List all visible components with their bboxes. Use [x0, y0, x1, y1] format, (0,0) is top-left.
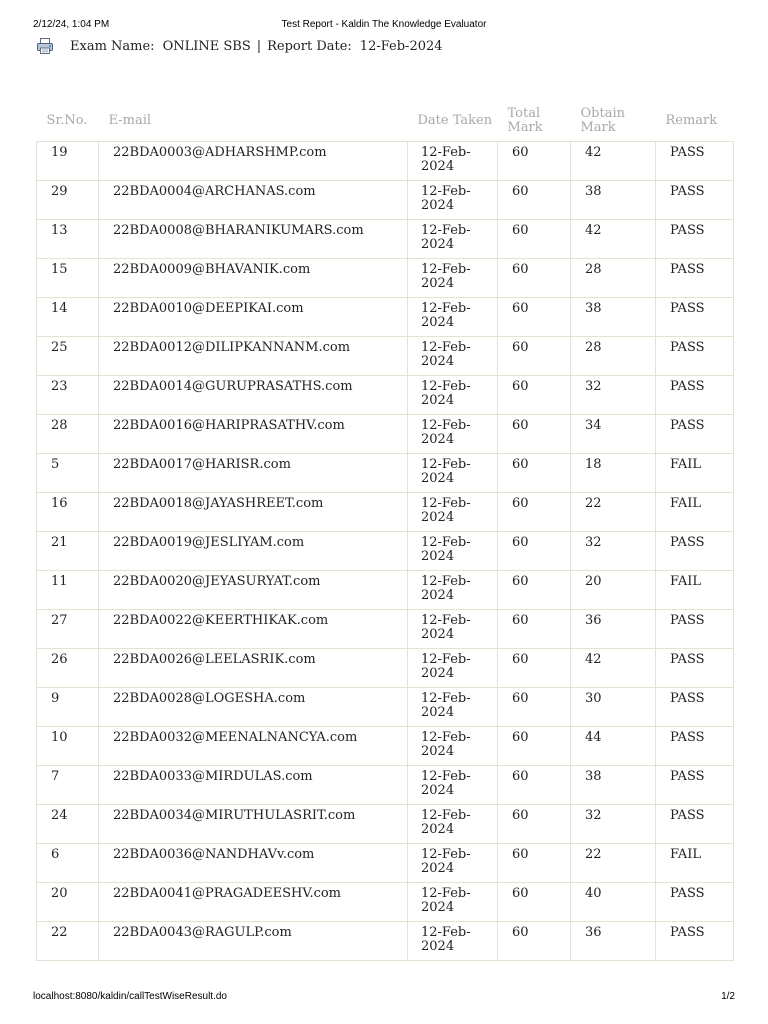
cell-srno: 14	[37, 298, 99, 337]
table-row	[37, 493, 734, 532]
date-line1: 12-Feb-	[421, 301, 471, 316]
cell-total-mark: 60	[498, 532, 571, 571]
cell-srno: 16	[37, 493, 99, 532]
date-line2: 2024	[421, 471, 455, 486]
date-line2: 2024	[421, 549, 455, 564]
cell-date-taken	[408, 766, 498, 805]
cell-remark: PASS	[656, 805, 734, 844]
cell-email: 22BDA0009@BHAVANIK.com	[99, 259, 408, 298]
cell-email: 22BDA0022@KEERTHIKAK.com	[99, 610, 408, 649]
cell-remark: PASS	[656, 181, 734, 220]
cell-obtain-mark: 28	[571, 337, 656, 376]
cell-remark: PASS	[656, 649, 734, 688]
cell-email: 22BDA0026@LEELASRIK.com	[99, 649, 408, 688]
cell-srno: 22	[37, 922, 99, 961]
cell-total-mark: 60	[498, 571, 571, 610]
date-line1: 12-Feb-	[421, 730, 471, 745]
header-srno: Sr.No.	[46, 113, 88, 128]
cell-obtain-mark: 32	[571, 532, 656, 571]
cell-email: 22BDA0017@HARISR.com	[99, 454, 408, 493]
date-line2: 2024	[421, 393, 455, 408]
print-footer	[33, 991, 735, 1005]
cell-email: 22BDA0016@HARIPRASATHV.com	[99, 415, 408, 454]
cell-total-mark: 60	[498, 493, 571, 532]
date-line2: 2024	[421, 432, 455, 447]
table-row	[37, 727, 734, 766]
table-row	[37, 454, 734, 493]
cell-remark: PASS	[656, 766, 734, 805]
cell-email: 22BDA0032@MEENALNANCYA.com	[99, 727, 408, 766]
cell-obtain-mark: 22	[571, 844, 656, 883]
date-line2: 2024	[421, 159, 455, 174]
date-line1: 12-Feb-	[421, 496, 471, 511]
cell-total-mark: 60	[498, 454, 571, 493]
cell-email: 22BDA0008@BHARANIKUMARS.com	[99, 220, 408, 259]
print-header	[33, 19, 735, 33]
cell-date-taken	[408, 649, 498, 688]
cell-total-mark: 60	[498, 805, 571, 844]
cell-date-taken	[408, 610, 498, 649]
cell-email: 22BDA0028@LOGESHA.com	[99, 688, 408, 727]
printer-icon[interactable]	[36, 37, 54, 55]
cell-srno: 19	[37, 142, 99, 181]
cell-remark: PASS	[656, 883, 734, 922]
table-row	[37, 298, 734, 337]
cell-obtain-mark: 44	[571, 727, 656, 766]
cell-total-mark: 60	[498, 181, 571, 220]
cell-total-mark: 60	[498, 610, 571, 649]
cell-email: 22BDA0041@PRAGADEESHV.com	[99, 883, 408, 922]
table-row	[37, 532, 734, 571]
cell-remark: PASS	[656, 610, 734, 649]
date-line1: 12-Feb-	[421, 223, 471, 238]
cell-srno: 9	[37, 688, 99, 727]
cell-srno: 24	[37, 805, 99, 844]
cell-total-mark: 60	[498, 337, 571, 376]
report-date-value: 12-Feb-2024	[359, 38, 443, 54]
date-line2: 2024	[421, 510, 455, 525]
table-row	[37, 220, 734, 259]
cell-email: 22BDA0010@DEEPIKAI.com	[99, 298, 408, 337]
cell-obtain-mark: 30	[571, 688, 656, 727]
cell-total-mark: 60	[498, 220, 571, 259]
header-remark: Remark	[665, 113, 718, 128]
cell-srno: 21	[37, 532, 99, 571]
report-date-label: Report Date:	[267, 38, 352, 54]
cell-email: 22BDA0004@ARCHANAS.com	[99, 181, 408, 220]
cell-email: 22BDA0003@ADHARSHMP.com	[99, 142, 408, 181]
table-row	[37, 844, 734, 883]
cell-email: 22BDA0014@GURUPRASATHS.com	[99, 376, 408, 415]
date-line1: 12-Feb-	[421, 613, 471, 628]
cell-remark: PASS	[656, 337, 734, 376]
cell-obtain-mark: 42	[571, 649, 656, 688]
cell-remark: FAIL	[656, 844, 734, 883]
cell-obtain-mark: 36	[571, 610, 656, 649]
print-page-number: 1/2	[721, 991, 735, 1002]
cell-srno: 23	[37, 376, 99, 415]
cell-srno: 27	[37, 610, 99, 649]
cell-total-mark: 60	[498, 415, 571, 454]
date-line2: 2024	[421, 276, 455, 291]
cell-remark: PASS	[656, 922, 734, 961]
cell-remark: PASS	[656, 688, 734, 727]
cell-remark: PASS	[656, 298, 734, 337]
cell-srno: 20	[37, 883, 99, 922]
cell-obtain-mark: 42	[571, 220, 656, 259]
date-line2: 2024	[421, 900, 455, 915]
cell-remark: FAIL	[656, 493, 734, 532]
cell-email: 22BDA0019@JESLIYAM.com	[99, 532, 408, 571]
cell-srno: 7	[37, 766, 99, 805]
cell-email: 22BDA0018@JAYASHREET.com	[99, 493, 408, 532]
header-total-mark-line2: Mark	[507, 120, 543, 135]
cell-srno: 11	[37, 571, 99, 610]
date-line2: 2024	[421, 315, 455, 330]
cell-date-taken	[408, 415, 498, 454]
cell-remark: PASS	[656, 220, 734, 259]
cell-remark: PASS	[656, 376, 734, 415]
cell-total-mark: 60	[498, 727, 571, 766]
header-date-taken: Date Taken	[417, 113, 493, 128]
date-line1: 12-Feb-	[421, 925, 471, 940]
table-row	[37, 922, 734, 961]
cell-email: 22BDA0034@MIRUTHULASRIT.com	[99, 805, 408, 844]
date-line2: 2024	[421, 861, 455, 876]
cell-srno: 26	[37, 649, 99, 688]
cell-total-mark: 60	[498, 766, 571, 805]
cell-obtain-mark: 38	[571, 298, 656, 337]
date-line1: 12-Feb-	[421, 769, 471, 784]
cell-remark: PASS	[656, 259, 734, 298]
table-row	[37, 805, 734, 844]
cell-email: 22BDA0043@RAGULP.com	[99, 922, 408, 961]
cell-srno: 6	[37, 844, 99, 883]
date-line2: 2024	[421, 705, 455, 720]
cell-date-taken	[408, 493, 498, 532]
cell-remark: PASS	[656, 532, 734, 571]
cell-date-taken	[408, 259, 498, 298]
cell-srno: 10	[37, 727, 99, 766]
cell-total-mark: 60	[498, 259, 571, 298]
cell-date-taken	[408, 571, 498, 610]
table-row	[37, 649, 734, 688]
print-footer-url: localhost:8080/kaldin/callTestWiseResult.do	[33, 991, 227, 1002]
cell-email: 22BDA0036@NANDHAVv.com	[99, 844, 408, 883]
cell-total-mark: 60	[498, 142, 571, 181]
date-line2: 2024	[421, 783, 455, 798]
cell-obtain-mark: 34	[571, 415, 656, 454]
date-line2: 2024	[421, 822, 455, 837]
cell-email: 22BDA0012@DILIPKANNANM.com	[99, 337, 408, 376]
table-row	[37, 259, 734, 298]
cell-remark: FAIL	[656, 454, 734, 493]
cell-srno: 28	[37, 415, 99, 454]
print-page-title: Test Report - Kaldin The Knowledge Evaluator	[281, 19, 487, 30]
cell-obtain-mark: 40	[571, 883, 656, 922]
cell-obtain-mark: 38	[571, 181, 656, 220]
cell-total-mark: 60	[498, 688, 571, 727]
table-row	[37, 688, 734, 727]
result-table	[36, 101, 734, 961]
cell-date-taken	[408, 220, 498, 259]
cell-obtain-mark: 18	[571, 454, 656, 493]
exam-name-label: Exam Name:	[70, 38, 155, 54]
cell-date-taken	[408, 142, 498, 181]
header-obtain-mark-line1: Obtain	[580, 106, 625, 121]
cell-date-taken	[408, 181, 498, 220]
cell-remark: PASS	[656, 415, 734, 454]
date-line1: 12-Feb-	[421, 145, 471, 160]
date-line2: 2024	[421, 666, 455, 681]
cell-obtain-mark: 32	[571, 376, 656, 415]
table-header-row	[37, 101, 734, 142]
header-total-mark	[498, 101, 571, 142]
cell-email: 22BDA0033@MIRDULAS.com	[99, 766, 408, 805]
table-row	[37, 415, 734, 454]
cell-obtain-mark: 36	[571, 922, 656, 961]
cell-srno: 15	[37, 259, 99, 298]
date-line1: 12-Feb-	[421, 652, 471, 667]
cell-obtain-mark: 32	[571, 805, 656, 844]
cell-total-mark: 60	[498, 298, 571, 337]
exam-info-bar	[36, 35, 443, 57]
cell-total-mark: 60	[498, 922, 571, 961]
table-row	[37, 610, 734, 649]
cell-srno: 29	[37, 181, 99, 220]
cell-srno: 5	[37, 454, 99, 493]
cell-date-taken	[408, 298, 498, 337]
cell-date-taken	[408, 337, 498, 376]
cell-total-mark: 60	[498, 376, 571, 415]
cell-obtain-mark: 20	[571, 571, 656, 610]
cell-obtain-mark: 38	[571, 766, 656, 805]
date-line1: 12-Feb-	[421, 574, 471, 589]
date-line1: 12-Feb-	[421, 379, 471, 394]
date-line1: 12-Feb-	[421, 262, 471, 277]
cell-srno: 13	[37, 220, 99, 259]
table-row	[37, 337, 734, 376]
date-line1: 12-Feb-	[421, 184, 471, 199]
date-line1: 12-Feb-	[421, 691, 471, 706]
cell-date-taken	[408, 922, 498, 961]
header-obtain-mark-line2: Mark	[580, 120, 616, 135]
date-line1: 12-Feb-	[421, 808, 471, 823]
cell-date-taken	[408, 844, 498, 883]
header-email: E-mail	[108, 113, 152, 128]
table-row	[37, 142, 734, 181]
header-obtain-mark	[571, 101, 656, 142]
date-line1: 12-Feb-	[421, 457, 471, 472]
cell-date-taken	[408, 688, 498, 727]
table-row	[37, 181, 734, 220]
cell-date-taken	[408, 376, 498, 415]
table-row	[37, 376, 734, 415]
cell-date-taken	[408, 805, 498, 844]
cell-obtain-mark: 28	[571, 259, 656, 298]
cell-remark: PASS	[656, 727, 734, 766]
cell-obtain-mark: 42	[571, 142, 656, 181]
date-line1: 12-Feb-	[421, 340, 471, 355]
exam-separator: |	[256, 38, 262, 54]
cell-email: 22BDA0020@JEYASURYAT.com	[99, 571, 408, 610]
date-line2: 2024	[421, 588, 455, 603]
date-line1: 12-Feb-	[421, 847, 471, 862]
cell-remark: PASS	[656, 142, 734, 181]
cell-date-taken	[408, 883, 498, 922]
date-line2: 2024	[421, 237, 455, 252]
table-row	[37, 571, 734, 610]
date-line1: 12-Feb-	[421, 418, 471, 433]
print-datetime: 2/12/24, 1:04 PM	[33, 19, 110, 30]
date-line1: 12-Feb-	[421, 886, 471, 901]
cell-obtain-mark: 22	[571, 493, 656, 532]
cell-total-mark: 60	[498, 844, 571, 883]
exam-name-value: ONLINE SBS	[162, 38, 251, 54]
date-line2: 2024	[421, 627, 455, 642]
date-line2: 2024	[421, 198, 455, 213]
cell-total-mark: 60	[498, 883, 571, 922]
date-line2: 2024	[421, 354, 455, 369]
table-row	[37, 883, 734, 922]
date-line1: 12-Feb-	[421, 535, 471, 550]
table-row	[37, 766, 734, 805]
date-line2: 2024	[421, 744, 455, 759]
table-body	[37, 142, 734, 961]
cell-date-taken	[408, 454, 498, 493]
date-line2: 2024	[421, 939, 455, 954]
cell-total-mark: 60	[498, 649, 571, 688]
header-total-mark-line1: Total	[507, 106, 541, 121]
cell-remark: FAIL	[656, 571, 734, 610]
cell-date-taken	[408, 532, 498, 571]
cell-srno: 25	[37, 337, 99, 376]
cell-date-taken	[408, 727, 498, 766]
